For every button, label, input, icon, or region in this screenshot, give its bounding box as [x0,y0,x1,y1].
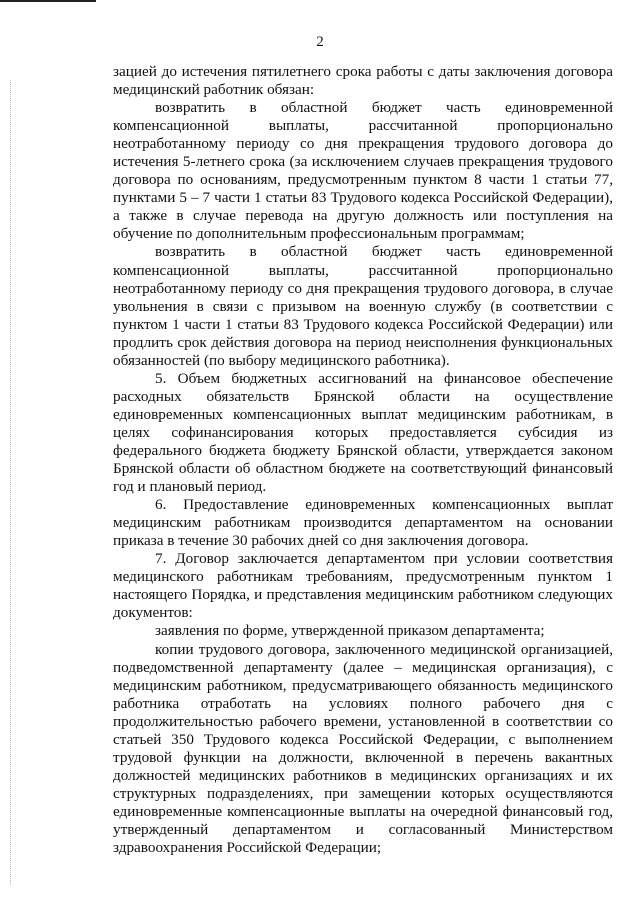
paragraph-return-obligation-1: возвратить в областной бюджет часть единовременной компенсационной выплаты, рассчитанной пропорционально неотработанному периоду со дня прекращения трудового договора до истечения 5-летнего срока (за исключением случаев прекращения трудового договора по основаниям, предусмотренным пунктом 8 части 1 статьи 77, пунктами 5 – 7 части 1 статьи 83 Трудового кодекса Российской Федерации), а также в случае перевода на другую должность или поступления на обучение по дополнительным профессиональным программам; [113,99,613,243]
paragraph-continuation: зацией до истечения пятилетнего срока работы с даты заключения договора медицинский работник обязан: [113,63,613,99]
paragraph-item-5: 5. Объем бюджетных ассигнований на финансовое обеспечение расходных обязательств Брянской области на осуществление единовременных компенсационных выплат медицинским работникам, в целях софинансирования которых предоставляется субсидия из федерального бюджета бюджету Брянской области, утверждается законом Брянской области об областном бюджете на соответствующий финансовый год и плановый период. [113,369,613,496]
paragraph-item-7: 7. Договор заключается департаментом при условии соответствия медицинского работникам требованиям, предусмотренным пунктом 1 настоящего Порядка, и представления медицинским работником следующих документов: [113,550,613,622]
paragraph-application-form: заявления по форме, утвержденной приказом департамента; [155,622,545,640]
paragraph-employment-contract-copy: копии трудового договора, заключенного медицинской организацией, подведомственной департаменту (далее – медицинская организация), с медицинским работником, предусматривающего обязанность медицинского работника отработать на условиях полного рабочего дня с продолжительностью рабочего времени, установленной в соответствии со статьей 350 Трудового кодекса Российской Федерации, с выполнением трудовой функции на должности, включенной в перечень вакантных должностей медицинских работников в медицинских организациях и их структурных подразделениях, при замещении которых осуществляются единовременные компенсационные выплаты на очередной финансовый год, утвержденный департаментом и согласованный Министерством здравоохранения Российской Федерации; [113,640,613,857]
margin-marks [10,80,12,885]
top-rule [0,0,96,2]
document-body [113,63,613,857]
paragraph-return-obligation-2: возвратить в областной бюджет часть единовременной компенсационной выплаты, рассчитанной пропорционально неотработанному периоду со дня прекращения трудового договора, в случае увольнения в связи с призывом на военную службу (в соответствии с пунктом 1 части 1 статьи 83 Трудового кодекса Российской Федерации) или продлить срок действия договора на период неисполнения функциональных обязанностей (по выбору медицинского работника). [113,243,613,369]
paragraph-item-6: 6. Предоставление единовременных компенсационных выплат медицинским работникам производится департаментом на основании приказа в течение 30 рабочих дней со дня заключения договора. [113,496,613,550]
page-number: 2 [316,34,324,50]
